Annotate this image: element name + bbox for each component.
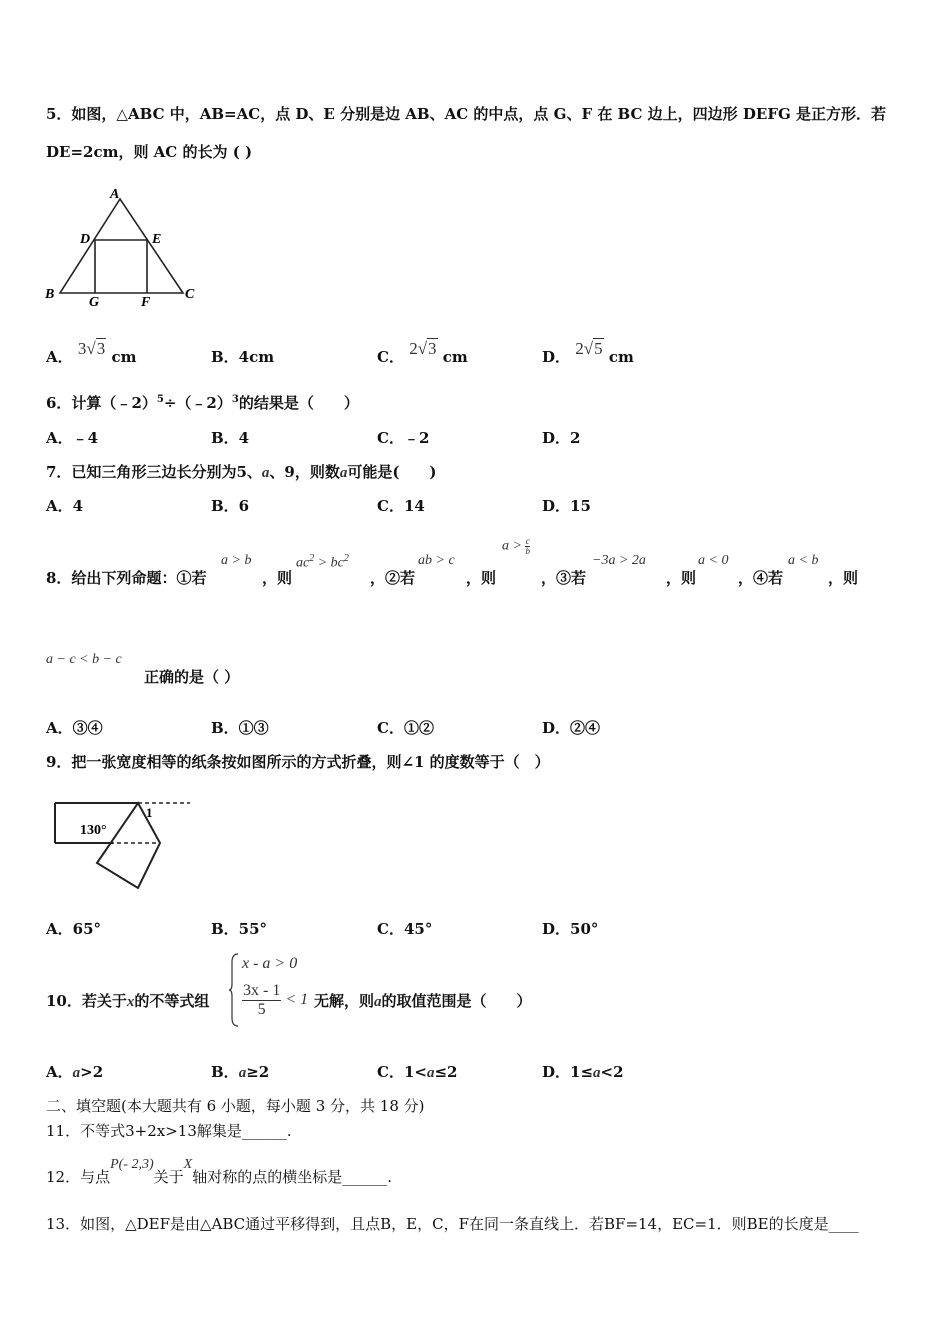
section-2-heading: 二、填空题(本大题共有 6 小题，每小题 3 分，共 18 分) bbox=[46, 1097, 425, 1115]
q11-stem: 11．不等式3+2x>13解集是______. bbox=[46, 1122, 292, 1140]
q8-then-7: ，则 bbox=[828, 569, 859, 587]
q5-option-d-sqrt: 2√5 bbox=[575, 339, 603, 358]
q8-then-5: ，则 bbox=[666, 569, 697, 587]
q10-option-a[interactable]: A．a>2 bbox=[46, 1063, 104, 1081]
q5-label-b: B bbox=[45, 287, 55, 302]
q5-option-c-unit: cm bbox=[442, 348, 468, 366]
q10-stem-c: 无解，则a的取值范围是（ ） bbox=[314, 992, 532, 1010]
q10-inequality-1: x - a > 0 bbox=[242, 955, 298, 972]
q5-label-c: C bbox=[185, 287, 195, 302]
q9-folded-strip-figure bbox=[50, 795, 195, 895]
q5-option-d-unit: cm bbox=[608, 348, 634, 366]
q5-option-b[interactable]: B．4cm bbox=[211, 348, 275, 366]
q7-stem: 7．已知三角形三边长分别为5、a、9，则数a可能是( ) bbox=[46, 463, 437, 481]
q5-triangle-figure bbox=[40, 182, 210, 312]
q8-math-6: a < 0 bbox=[698, 553, 729, 568]
q8-math-1: a > b bbox=[221, 553, 252, 568]
q5-label-e: E bbox=[152, 232, 162, 247]
q8-option-b[interactable]: B．①③ bbox=[211, 719, 269, 737]
q5-label-f: F bbox=[141, 295, 151, 310]
q8-option-d[interactable]: D．②④ bbox=[542, 719, 601, 737]
q8-if-4: ，④若 bbox=[738, 569, 784, 587]
q6-stem: 6．计算（﹣2）$^5$÷（﹣2）$^3$的结果是（ ） bbox=[46, 394, 359, 412]
q12-stem: 12．与点P(- 2,3)关于X轴对称的点的横坐标是______. bbox=[46, 1157, 392, 1186]
q8-math-8: a − c < b − c bbox=[46, 652, 122, 667]
q8-then-1: ，则 bbox=[262, 569, 293, 587]
q6-option-c[interactable]: C．﹣2 bbox=[377, 429, 430, 447]
q9-option-a[interactable]: A．65° bbox=[46, 920, 102, 938]
q10-system-brace bbox=[228, 952, 240, 1028]
q5-line1: 5．如图，△ABC 中，AB=AC，点 D、E 分别是边 AB、AC 的中点，点 G、F 在 BC 边上，四边形 DEFG 是正方形．若 bbox=[46, 105, 887, 123]
q8-if-2: ，②若 bbox=[370, 569, 416, 587]
q5-option-d-label: D． bbox=[542, 348, 571, 366]
q5-label-g: G bbox=[89, 295, 100, 310]
q5-option-c-label: C． bbox=[377, 348, 404, 366]
q8-option-a[interactable]: A．③④ bbox=[46, 719, 103, 737]
q10-stem-a: 10．若关于x的不等式组 bbox=[46, 992, 210, 1010]
q6-option-a[interactable]: A．﹣4 bbox=[46, 429, 99, 447]
q7-option-b[interactable]: B．6 bbox=[211, 497, 250, 515]
q9-angle-label: 130° bbox=[80, 823, 107, 838]
q5-option-c-sqrt: 2√3 bbox=[409, 339, 437, 358]
q8-math-4: a > $\frac{c}{b}$ bbox=[502, 536, 530, 556]
q5-option-a-sqrt: 3√3 bbox=[77, 339, 106, 358]
q10-fraction: $\frac{3x - 1}{5}$ bbox=[243, 982, 281, 1018]
q5-label-d: D bbox=[80, 232, 91, 247]
q7-option-c[interactable]: C．14 bbox=[377, 497, 425, 515]
q7-option-d[interactable]: D．15 bbox=[542, 497, 591, 515]
q13-stem: 13．如图，△DEF是由△ABC通过平移得到，且点B，E，C，F在同一条直线上．若BF=14，EC=1．则BE的长度是____ bbox=[46, 1215, 859, 1233]
q8-then-3: ，则 bbox=[466, 569, 497, 587]
q5-line2: DE=2cm，则 AC 的长为 ( ) bbox=[46, 143, 253, 161]
q9-option-c[interactable]: C．45° bbox=[377, 920, 433, 938]
q9-stem: 9．把一张宽度相等的纸条按如图所示的方式折叠，则∠1 的度数等于（ ） bbox=[46, 753, 550, 771]
q5-option-a[interactable] bbox=[46, 338, 137, 366]
q5-option-a-label: A． bbox=[46, 348, 73, 366]
q8-math-3: ab > c bbox=[418, 553, 455, 568]
q8-prefix: 8．给出下列命题：①若 bbox=[46, 569, 207, 587]
q5-label-a: A bbox=[110, 187, 120, 202]
q8-tail: 正确的是（ ） bbox=[144, 668, 240, 686]
q6-option-b[interactable]: B．4 bbox=[211, 429, 250, 447]
q10-option-d[interactable]: D．1≤a<2 bbox=[542, 1063, 624, 1081]
q8-math-7: a < b bbox=[788, 553, 819, 568]
q8-math-2: $ac^2 > bc^2$ bbox=[296, 553, 349, 571]
q5-option-d[interactable] bbox=[542, 338, 634, 366]
q8-math-5: −3a > 2a bbox=[592, 553, 646, 568]
q5-option-c[interactable] bbox=[377, 338, 468, 366]
q5-option-a-unit: cm bbox=[111, 348, 137, 366]
q6-option-d[interactable]: D．2 bbox=[542, 429, 581, 447]
q10-inequality-2: $\frac{3x - 1}{5}$ < 1 bbox=[243, 982, 309, 1018]
q9-option-b[interactable]: B．55° bbox=[211, 920, 268, 938]
q8-if-3: ，③若 bbox=[541, 569, 587, 587]
q9-angle-one-label: 1 bbox=[146, 805, 153, 820]
q8-option-c[interactable]: C．①② bbox=[377, 719, 434, 737]
q7-option-a[interactable]: A．4 bbox=[46, 497, 84, 515]
q10-option-b[interactable]: B．a≥2 bbox=[211, 1063, 270, 1081]
q8-math-4-fraction: $\frac{c}{b}$ bbox=[525, 536, 530, 556]
q9-option-d[interactable]: D．50° bbox=[542, 920, 599, 938]
q10-option-c[interactable]: C．1<a≤2 bbox=[377, 1063, 458, 1081]
